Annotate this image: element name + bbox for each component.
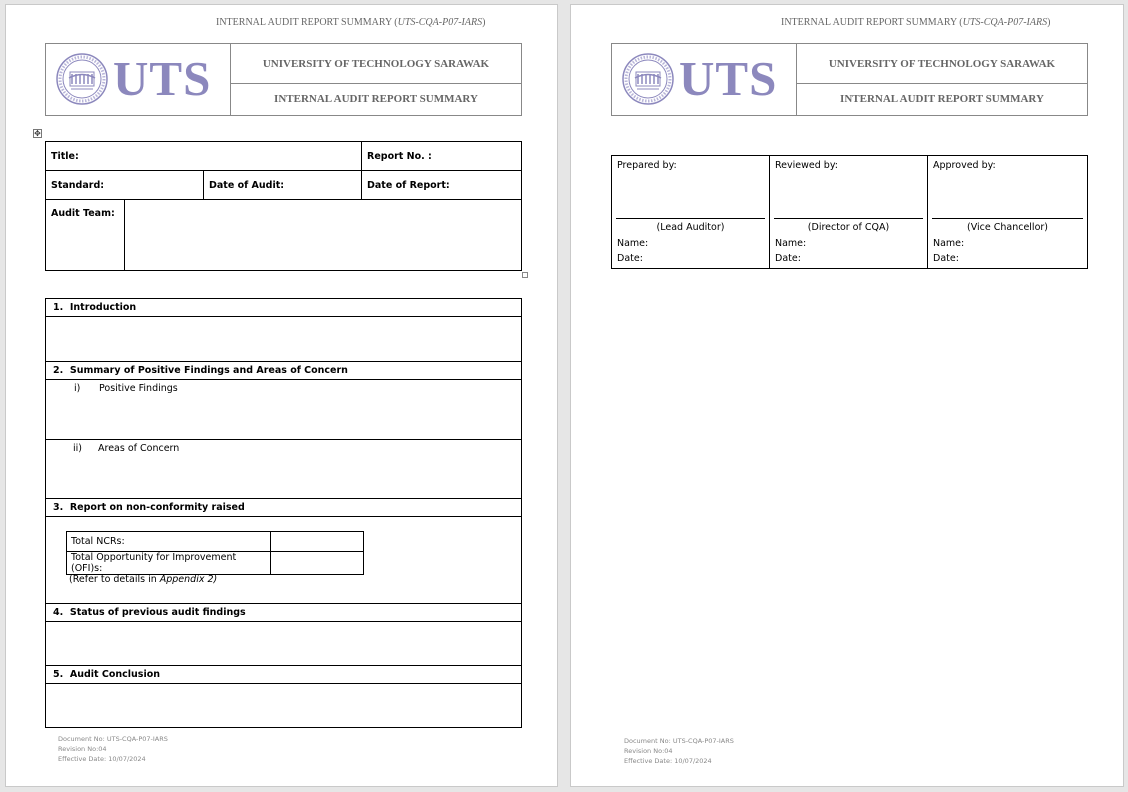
footer-effective-date: Effective Date: 10/07/2024	[624, 757, 712, 765]
document-header-box	[45, 43, 522, 116]
standard-cell[interactable]	[46, 171, 204, 200]
approved-by-signature-line	[932, 218, 1083, 219]
total-ncrs-label-cell	[67, 532, 271, 552]
running-header-text: INTERNAL AUDIT REPORT SUMMARY (	[781, 17, 963, 28]
section-4-heading	[46, 604, 522, 622]
standard-label: Standard:	[51, 179, 105, 191]
logo-text: UTS	[113, 51, 212, 106]
info-table	[45, 141, 522, 271]
footer-revision-no: Revision No:04	[624, 747, 673, 755]
prepared-by-signature-line	[616, 218, 765, 219]
prepared-by-label: Prepared by:	[617, 160, 677, 171]
report-no-cell[interactable]	[362, 142, 522, 171]
section-5-number: 5.	[53, 669, 64, 680]
info-row-standard	[46, 171, 522, 200]
section-4-title: Status of previous audit findings	[69, 607, 246, 618]
logo-text: UTS	[679, 51, 778, 106]
footer-revision-no: Revision No:04	[58, 745, 107, 753]
table-resize-handle[interactable]	[522, 272, 528, 278]
approved-by-date-label: Date:	[933, 253, 959, 264]
appendix-reference	[69, 574, 217, 585]
areas-of-concern-body[interactable]	[46, 440, 522, 499]
prepared-by-name-label: Name:	[617, 238, 649, 249]
section-5-title: Audit Conclusion	[69, 669, 160, 680]
date-of-audit-cell[interactable]	[204, 171, 362, 200]
reviewed-by-date-label: Date:	[775, 253, 801, 264]
prepared-by-date-label: Date:	[617, 253, 643, 264]
running-header-code: UTS-CQA-P07-IARS	[397, 17, 483, 28]
approved-by-label: Approved by:	[933, 160, 996, 171]
section-5-heading	[46, 666, 522, 684]
footer-document-no: Document No: UTS-CQA-P07-IARS	[58, 735, 168, 743]
section-1-body[interactable]	[46, 317, 522, 362]
audit-team-label: Audit Team:	[51, 208, 115, 219]
total-ncrs-value[interactable]	[271, 532, 364, 552]
section-2-title: Summary of Positive Findings and Areas of Concern	[69, 365, 348, 376]
reviewed-by-signature-line	[774, 218, 923, 219]
university-seal-icon	[56, 53, 108, 105]
page-2	[570, 4, 1124, 787]
appendix-reference-prefix: (Refer to details in	[69, 574, 160, 585]
section-3-heading	[46, 499, 522, 517]
logo-cell	[612, 44, 797, 115]
university-seal-icon	[622, 53, 674, 105]
prepared-by-cell[interactable]	[612, 156, 770, 269]
section-4-body[interactable]	[46, 622, 522, 666]
report-title: INTERNAL AUDIT REPORT SUMMARY	[274, 93, 478, 105]
audit-team-value-cell[interactable]	[125, 200, 522, 271]
running-header-close: )	[1047, 17, 1051, 28]
total-ofi-label: Total Opportunity for Improvement (OFI)s:	[71, 552, 237, 574]
positive-findings-number: i)	[74, 383, 81, 394]
section-1-title: Introduction	[69, 302, 137, 313]
title-label: Title:	[51, 150, 79, 162]
ncr-summary-table	[66, 531, 364, 575]
section-3-number: 3.	[53, 502, 64, 513]
page-1	[5, 4, 558, 787]
approved-by-cell[interactable]	[928, 156, 1088, 269]
positive-findings-label: Positive Findings	[99, 383, 178, 394]
date-of-report-label: Date of Report:	[367, 179, 450, 191]
reviewed-by-label: Reviewed by:	[775, 160, 838, 171]
info-row-audit-team	[46, 200, 522, 271]
date-of-report-cell[interactable]	[362, 171, 522, 200]
section-2-number: 2.	[53, 365, 64, 376]
footer-effective-date: Effective Date: 10/07/2024	[58, 755, 146, 763]
prepared-by-role: (Lead Auditor)	[656, 222, 725, 233]
running-header-close: )	[482, 17, 486, 28]
running-header	[781, 17, 1050, 28]
section-3-body	[46, 517, 522, 604]
running-header	[216, 17, 485, 28]
areas-of-concern-label: Areas of Concern	[98, 443, 180, 454]
reviewed-by-cell[interactable]	[770, 156, 928, 269]
university-name: UNIVERSITY OF TECHNOLOGY SARAWAK	[797, 44, 1087, 84]
university-name: UNIVERSITY OF TECHNOLOGY SARAWAK	[231, 44, 521, 84]
table-move-handle-icon[interactable]: ✥	[34, 129, 41, 138]
info-row-title	[46, 142, 522, 171]
section-5-body[interactable]	[46, 684, 522, 728]
audit-team-label-cell	[46, 200, 125, 271]
footer-document-no: Document No: UTS-CQA-P07-IARS	[624, 737, 734, 745]
approved-by-role: (Vice Chancellor)	[967, 222, 1048, 233]
signature-table	[611, 155, 1088, 269]
sections-table	[45, 298, 522, 728]
page-1-footer	[58, 734, 168, 764]
reviewed-by-name-label: Name:	[775, 238, 807, 249]
title-cell[interactable]	[46, 142, 362, 171]
approved-by-name-label: Name:	[933, 238, 965, 249]
section-4-number: 4.	[53, 607, 64, 618]
report-no-label: Report No. :	[367, 150, 432, 162]
total-ncrs-label: Total NCRs:	[71, 536, 125, 547]
total-ofi-label-cell	[67, 552, 271, 575]
positive-findings-body[interactable]	[46, 380, 522, 440]
areas-of-concern-number: ii)	[73, 443, 82, 454]
section-1-number: 1.	[53, 302, 64, 313]
document-header-box	[611, 43, 1088, 116]
section-1-heading	[46, 299, 522, 317]
total-ofi-value[interactable]	[271, 552, 364, 575]
running-header-text: INTERNAL AUDIT REPORT SUMMARY (	[216, 17, 398, 28]
section-3-title: Report on non-conformity raised	[69, 502, 245, 513]
page-2-footer	[624, 736, 734, 766]
date-of-audit-label: Date of Audit:	[209, 179, 285, 191]
appendix-reference-link: Appendix 2)	[159, 574, 218, 585]
section-2-heading	[46, 362, 522, 380]
running-header-code: UTS-CQA-P07-IARS	[962, 17, 1048, 28]
reviewed-by-role: (Director of CQA)	[807, 222, 890, 233]
logo-cell	[46, 44, 231, 115]
report-title: INTERNAL AUDIT REPORT SUMMARY	[840, 93, 1044, 105]
